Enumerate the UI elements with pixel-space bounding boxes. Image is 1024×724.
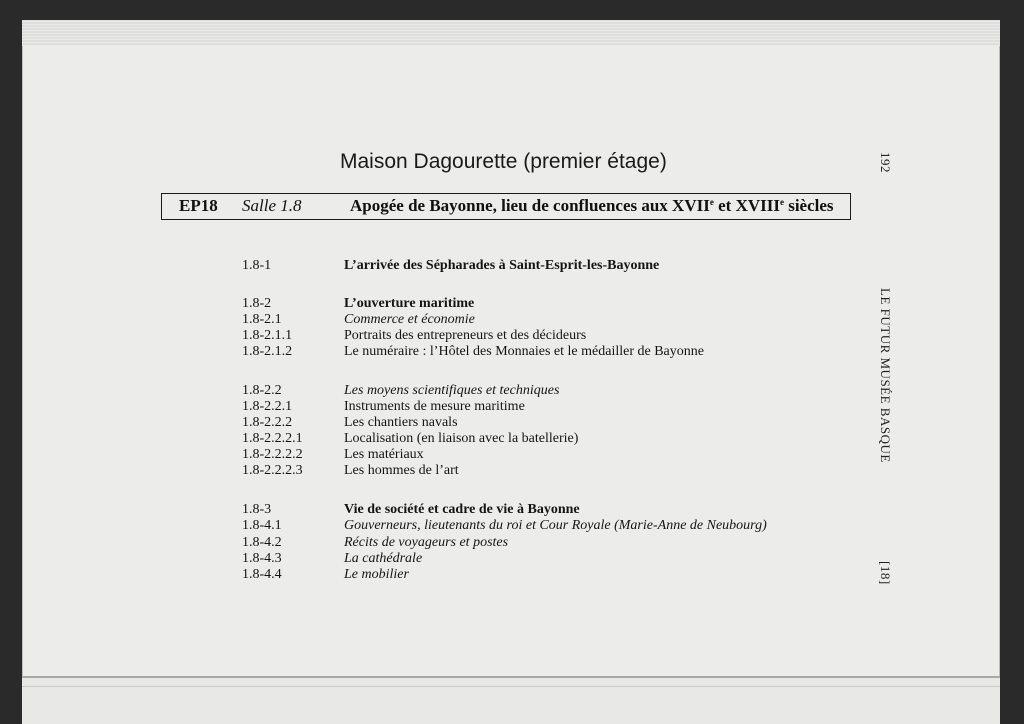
entry-row	[0, 399, 1024, 415]
page-stack-edge	[22, 20, 1000, 46]
entry-number: 1.8-2.1	[242, 312, 282, 327]
entry-text: Instruments de mesure maritime	[344, 399, 525, 414]
entry-number: 1.8-2.1.1	[242, 328, 293, 343]
entry-row	[0, 518, 1024, 534]
entry-text: Localisation (en liaison avec la batellerie)	[344, 431, 579, 446]
entry-row	[0, 296, 1024, 312]
entry-row	[0, 551, 1024, 567]
entry-text: Les chantiers navals	[344, 415, 458, 430]
page-heading: Maison Dagourette (premier étage)	[340, 150, 667, 173]
entry-number: 1.8-4.3	[242, 551, 282, 566]
entry-text: L’ouverture maritime	[344, 296, 475, 311]
entry-text: Vie de société et cadre de vie à Bayonne	[344, 502, 580, 517]
entry-number: 1.8-2	[242, 296, 272, 311]
section-room: Salle 1.8	[242, 196, 302, 215]
entry-text: Récits de voyageurs et postes	[344, 535, 509, 550]
section-header-box	[161, 193, 851, 220]
entry-row	[0, 344, 1024, 360]
section-title	[350, 196, 834, 216]
section-title-mid: et XVIII	[713, 196, 780, 215]
entry-text: Commerce et économie	[344, 312, 475, 327]
section-title-sup-2: e	[779, 197, 784, 207]
entry-text: Les matériaux	[344, 447, 424, 462]
entry-row	[0, 258, 1024, 274]
entry-number: 1.8-4.2	[242, 535, 282, 550]
section-code: EP18	[179, 196, 218, 215]
entry-row	[0, 463, 1024, 479]
entry-row	[0, 431, 1024, 447]
entry-text: Portraits des entrepreneurs et des décideurs	[344, 328, 587, 343]
section-title-end: siècles	[783, 196, 834, 215]
entry-number: 1.8-2.2.2	[242, 415, 293, 430]
entry-number: 1.8-2.2	[242, 383, 282, 398]
page-number: 192	[878, 152, 893, 173]
entry-number: 1.8-2.2.2.3	[242, 463, 303, 478]
entry-row	[0, 328, 1024, 344]
page-edge-line	[22, 686, 1000, 687]
entry-number: 1.8-2.2.2.1	[242, 431, 303, 446]
next-page-edge	[22, 676, 1000, 724]
entry-text: L’arrivée des Sépharades à Saint-Esprit-les-Bayonne	[344, 258, 660, 273]
entry-number: 1.8-2.2.2.2	[242, 447, 303, 462]
entry-number: 1.8-2.2.1	[242, 399, 293, 414]
entry-text: Le mobilier	[344, 567, 409, 582]
section-title-start: Apogée de Bayonne, lieu de confluences aux XVII	[350, 196, 710, 215]
entry-number: 1.8-3	[242, 502, 272, 517]
entry-text: La cathédrale	[344, 551, 423, 566]
document-page	[22, 20, 1000, 722]
entry-number: 1.8-1	[242, 258, 272, 273]
entry-row	[0, 447, 1024, 463]
entry-number: 1.8-4.1	[242, 518, 282, 533]
entry-row	[0, 383, 1024, 399]
entry-number: 1.8-4.4	[242, 567, 282, 582]
entry-row	[0, 415, 1024, 431]
section-marker: [18]	[878, 561, 893, 585]
entry-row	[0, 535, 1024, 551]
entry-number: 1.8-2.1.2	[242, 344, 293, 359]
entry-text: Les moyens scientifiques et techniques	[344, 383, 560, 398]
entry-row	[0, 502, 1024, 518]
entry-row	[0, 567, 1024, 583]
running-title: LE FUTUR MUSÉE BASQUE	[878, 288, 893, 463]
entry-text: Les hommes de l’art	[344, 463, 459, 478]
entry-text: Gouverneurs, lieutenants du roi et Cour Royale (Marie-Anne de Neubourg)	[344, 518, 767, 533]
entry-text: Le numéraire : l’Hôtel des Monnaies et le médailler de Bayonne	[344, 344, 704, 359]
section-title-sup-1: e	[709, 197, 714, 207]
entry-row	[0, 312, 1024, 328]
